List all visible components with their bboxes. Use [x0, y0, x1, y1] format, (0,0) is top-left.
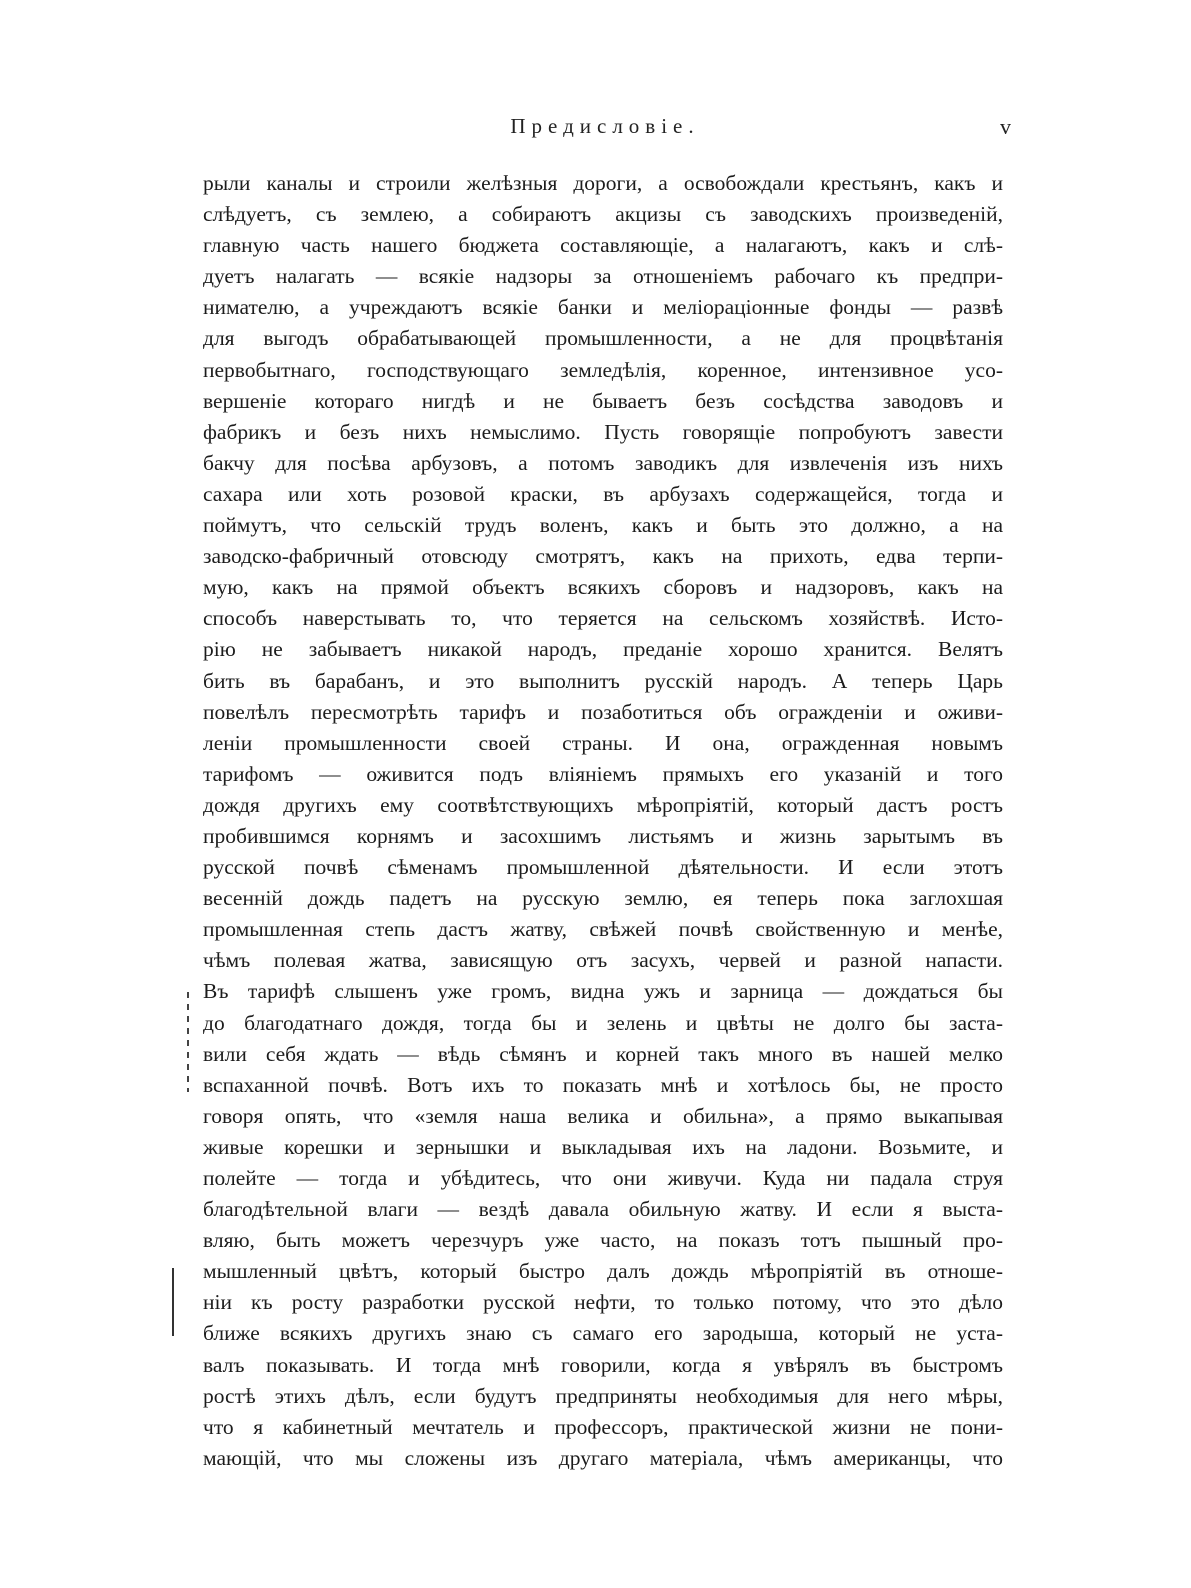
text-line: мую, какъ на прямой объектъ всякихъ сборовъ и надзоровъ, какъ на [203, 575, 1003, 600]
text-line: леніи промышленности своей страны. И она, огражденная новымъ [203, 730, 1003, 755]
text-line: до благодатнаго дождя, тогда бы и зелень и цвѣты не долго бы заста- [203, 1010, 1003, 1035]
text-line: вспаханной почвѣ. Вотъ ихъ то показать мнѣ и хотѣлось бы, не просто [203, 1072, 1003, 1097]
text-line: полейте — тогда и убѣдитесь, что они живучи. Куда ни падала струя [203, 1166, 1003, 1190]
text-line: что я кабинетный мечтатель и профессоръ, практической жизни не пони- [203, 1414, 1003, 1439]
text-line: тарифомъ — оживится подъ вліяніемъ прямыхъ его указаній и того [203, 761, 1003, 786]
text-line: валъ показывать. И тогда мнѣ говорили, когда я увѣрялъ въ быстромъ [203, 1352, 1003, 1377]
page-number: v [1000, 114, 1011, 139]
text-line: ростѣ этихъ дѣлъ, если будутъ предприняты необходимыя для него мѣры, [203, 1383, 1003, 1408]
text-line: бакчу для посѣва арбузовъ, а потомъ заводикъ для извлеченія изъ нихъ [203, 450, 1003, 475]
text-line: пробившимся корнямъ и засохшимъ листьямъ и жизнь зарытымъ въ [203, 823, 1003, 848]
text-line: слѣдуетъ, съ землею, а собираютъ акцизы съ заводскихъ произведеній, [203, 202, 1003, 227]
text-line: промышленная степь дастъ жатву, свѣжей почвѣ свойственную и менѣе, [203, 917, 1003, 942]
text-line: для выгодъ обрабатывающей промышленности, а не для процвѣтанія [203, 326, 1003, 351]
text-line: вили себя ждать — вѣдь сѣмянъ и корней такъ много въ нашей мелко [203, 1041, 1003, 1066]
text-line: поймутъ, что сельскій трудъ воленъ, какъ и быть это должно, а на [203, 513, 1003, 538]
text-line: сахара или хоть розовой краски, въ арбузахъ содержащейся, тогда и [203, 481, 1003, 506]
text-line: рію не забываетъ никакой народъ, преданіе хорошо хранится. Велятъ [203, 637, 1003, 662]
text-line: мышленный цвѣтъ, который быстро далъ дождь мѣропріятій въ отноше- [203, 1259, 1003, 1284]
text-line: весенній дождь падетъ на русскую землю, ея теперь пока заглохшая [203, 886, 1003, 911]
text-line: фабрикъ и безъ нихъ немыслимо. Пусть говорящіе попробуютъ завести [203, 419, 1003, 444]
text-line: повелѣлъ пересмотрѣть тарифъ и позаботиться объ огражденіи и оживи- [203, 699, 1003, 724]
text-line: заводско-фабричный отовсюду смотрятъ, какъ на прихоть, едва терпи- [203, 544, 1003, 569]
text-line: Въ тарифѣ слышенъ уже громъ, видна ужъ и зарница — дождаться бы [203, 979, 1003, 1004]
text-line: мающій, что мы сложены изъ другаго матеріала, чѣмъ американцы, что [203, 1445, 1003, 1470]
text-line: русской почвѣ сѣменамъ промышленной дѣятельности. И если этотъ [203, 855, 1003, 880]
text-line: дуетъ налагать — всякіе надзоры за отношеніемъ рабочаго къ предпри- [203, 264, 1003, 289]
text-line: первобытнаго, господствующаго земледѣлія, коренное, интензивное усо- [203, 357, 1003, 382]
margin-pencil-mark [187, 992, 189, 1092]
text-line: вершеніе котораго нигдѣ и не бываетъ безъ сосѣдства заводовъ и [203, 388, 1003, 413]
text-line: живые корешки и зернышки и выкладывая ихъ на ладони. Возьмите, и [203, 1134, 1003, 1159]
text-line: ближе всякихъ другихъ знаю съ самаго его зародыша, который не уста- [203, 1321, 1003, 1346]
text-line: способъ наверстывать то, что теряется на сельскомъ хозяйствѣ. Исто- [203, 606, 1003, 631]
text-line: дождя другихъ ему соотвѣтствующихъ мѣропріятій, который дастъ ростъ [203, 792, 1003, 817]
text-line: главную часть нашего бюджета составляющіе, а налагаютъ, какъ и слѣ- [203, 233, 1003, 258]
text-line: вляю, быть можетъ черезчуръ уже часто, на показъ тотъ пышный про- [203, 1228, 1003, 1253]
body-text [203, 168, 1003, 1474]
text-line: ніи къ росту разработки русской нефти, то только потому, что это дѣло [203, 1290, 1003, 1315]
text-line: бить въ барабанъ, и это выполнитъ русскій народъ. А теперь Царь [203, 668, 1003, 693]
running-title: Предисловіе. [510, 114, 700, 138]
text-line: рыли каналы и строили желѣзныя дороги, а освобождали крестьянъ, какъ и [203, 171, 1003, 195]
text-line: чѣмъ полевая жатва, зависящую отъ засухъ, червей и разной напасти. [203, 948, 1003, 973]
text-line: благодѣтельной влаги — вездѣ давала обильную жатву. И если я выста- [203, 1197, 1003, 1222]
text-line: нимателю, а учреждаютъ всякіе банки и меліораціонные фонды — развѣ [203, 295, 1003, 320]
margin-pencil-mark [172, 1268, 174, 1336]
text-line: говоря опять, что «земля наша велика и обильна», а прямо выкапывая [203, 1103, 1003, 1128]
running-head [205, 114, 1011, 144]
